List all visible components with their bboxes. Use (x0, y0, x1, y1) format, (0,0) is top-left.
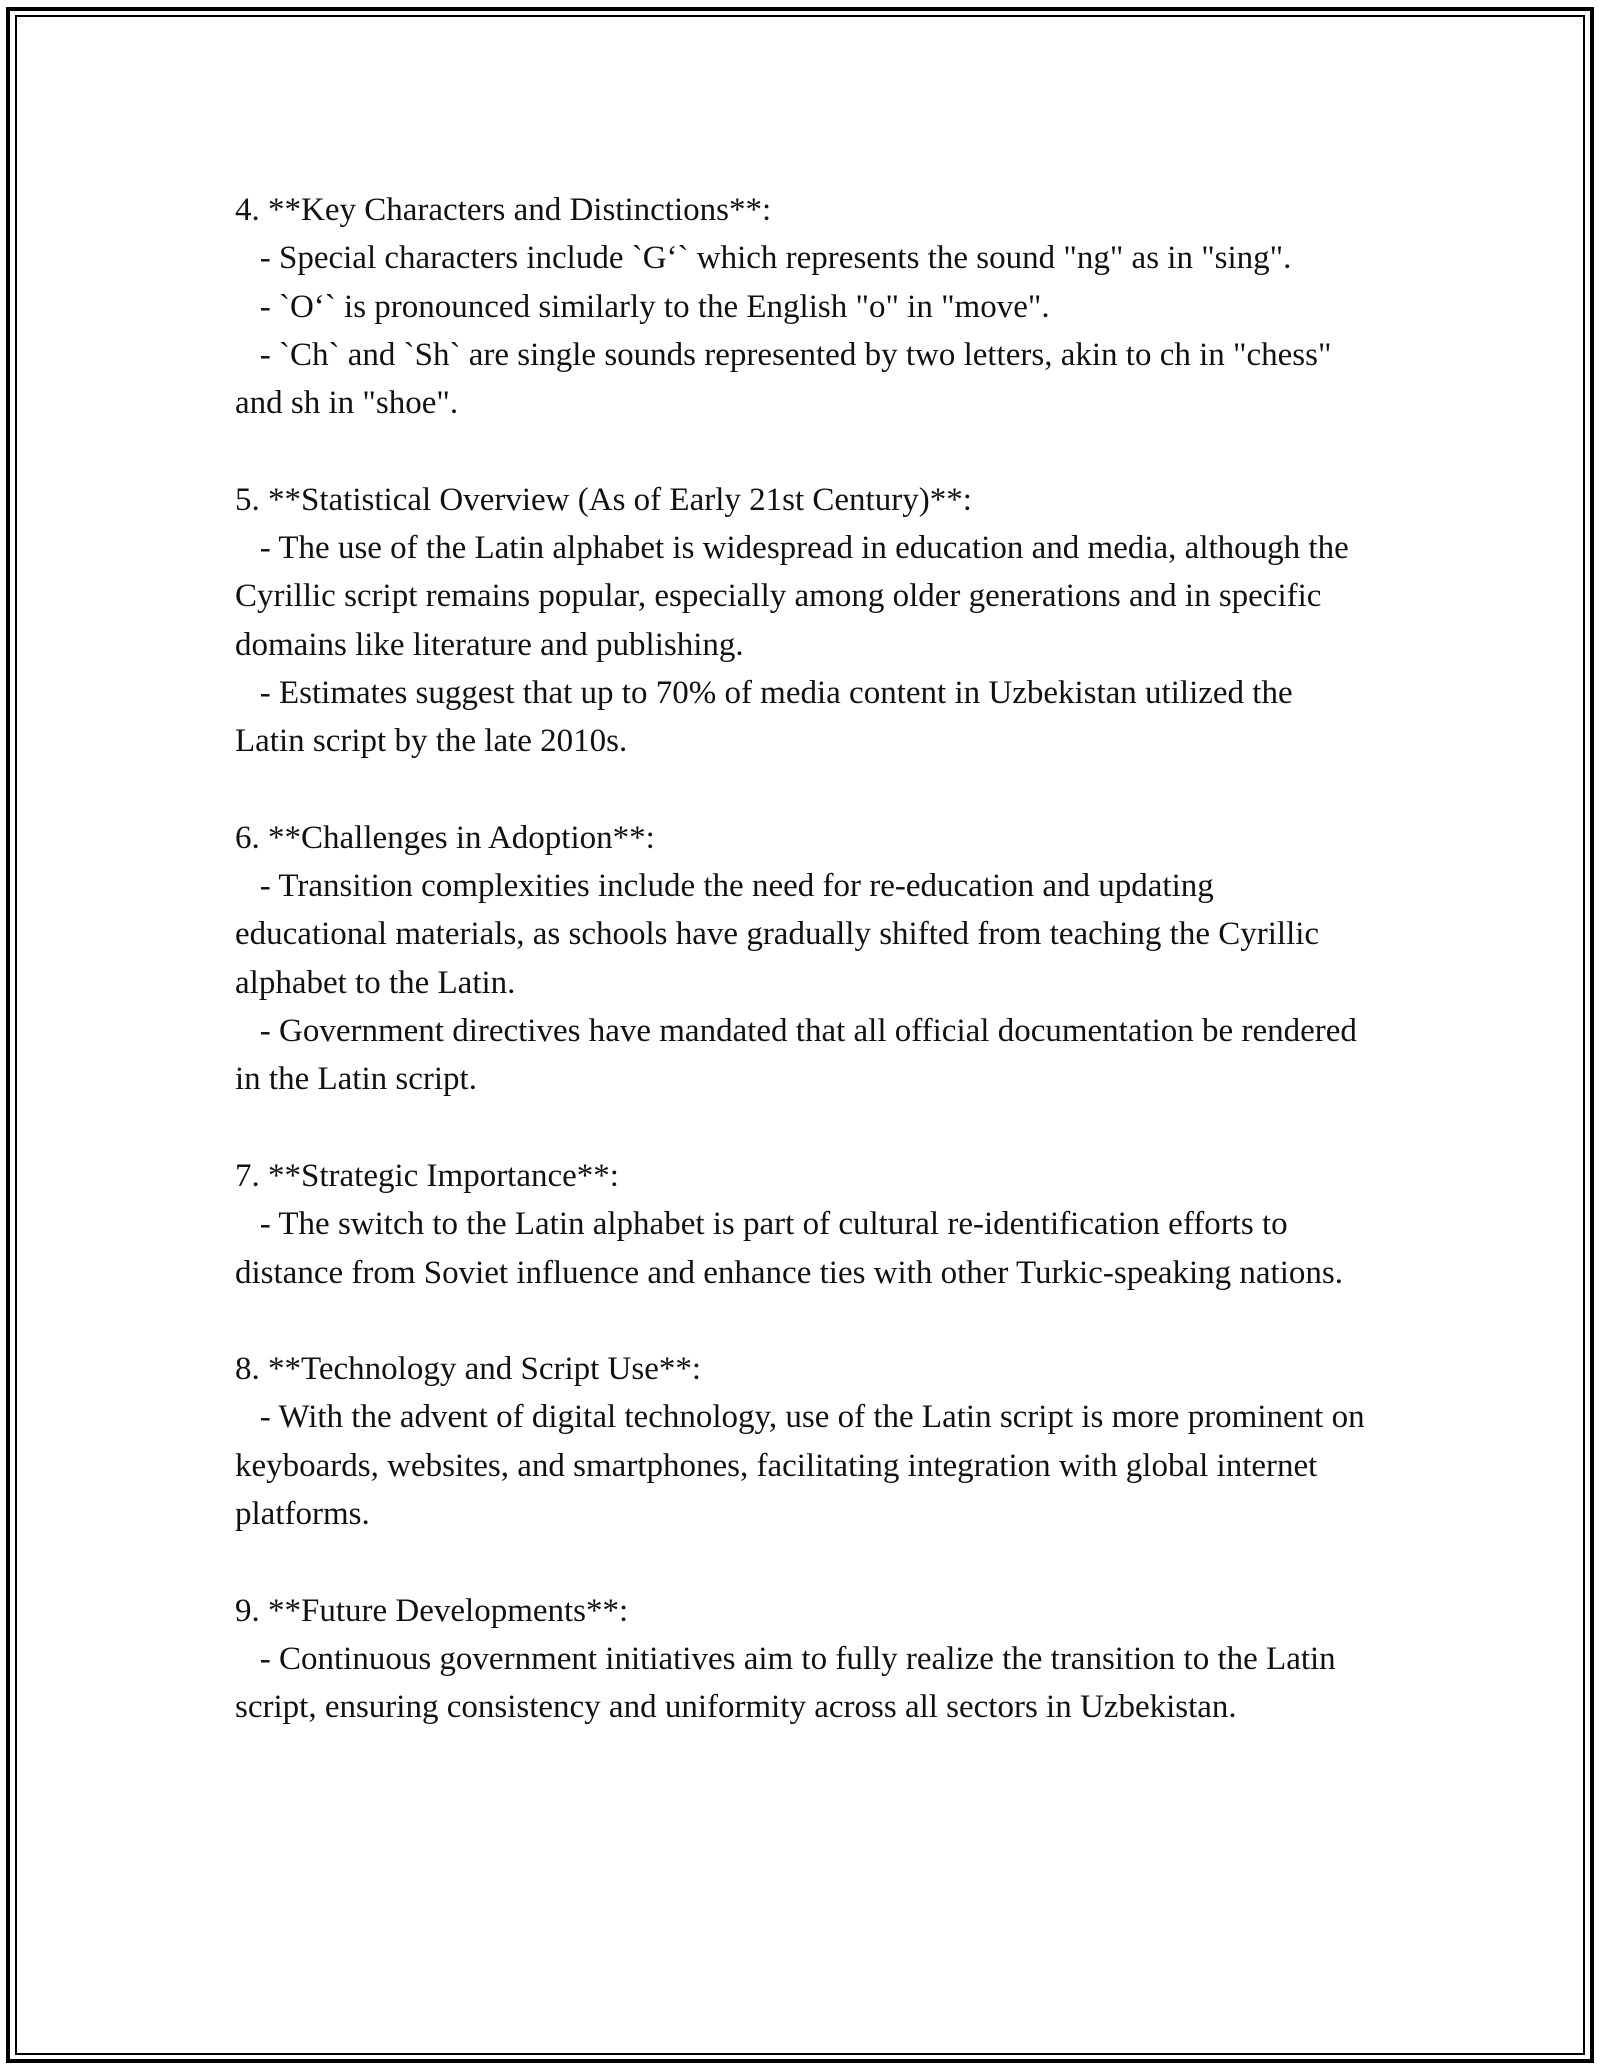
section-heading: 7. **Strategic Importance**: (235, 1157, 619, 1194)
section-strategic-importance (235, 1152, 1365, 1297)
section-technology-script (235, 1345, 1373, 1538)
section-heading: 5. **Statistical Overview (As of Early 21st Century)**: (235, 481, 972, 518)
section-heading: 4. **Key Characters and Distinctions**: (235, 192, 772, 228)
section-future-developments (235, 1587, 1365, 1732)
bullet-item: - With the advent of digital technology, use of the Latin script is more prominent on keyboards, websites, and smartphones, facilitating integration with global internet platforms. (235, 1399, 1373, 1533)
section-statistical-overview (235, 476, 1365, 766)
bullet-item: - The use of the Latin alphabet is widespread in education and media, although the Cyrillic script remains popular, especially among older generations and in specific domains like literature and publishing. (235, 530, 1357, 663)
document-body (235, 186, 1373, 1780)
bullet-item: - Transition complexities include the need for re-education and updating educational materials, as schools have gradually shifted from teaching the Cyrillic alphabet to the Latin. (235, 868, 1328, 1001)
bullet-item: - The switch to the Latin alphabet is part of cultural re-identification efforts to distance from Soviet influence and enhance ties with other Turkic-speaking nations. (235, 1206, 1343, 1291)
section-heading: 6. **Challenges in Adoption**: (235, 819, 655, 856)
bullet-item: - Special characters include `G‘` which represents the sound "ng" as in "sing". (235, 240, 1292, 277)
bullet-item: - `Ch` and `Sh` are single sounds represented by two letters, akin to ch in "chess" and sh in "shoe". (235, 336, 1340, 422)
bullet-item: - Estimates suggest that up to 70% of media content in Uzbekistan utilized the Latin script by the late 2010s. (235, 674, 1301, 760)
bullet-item: - `O‘` is pronounced similarly to the English "o" in "move". (235, 288, 1050, 325)
section-heading: 8. **Technology and Script Use**: (235, 1351, 702, 1388)
bullet-item: - Continuous government initiatives aim to fully realize the transition to the Latin script, ensuring consistency and uniformity across all sectors in Uzbekistan. (235, 1640, 1344, 1726)
section-challenges-adoption (235, 814, 1365, 1104)
section-key-characters (235, 186, 1365, 427)
section-heading: 9. **Future Developments**: (235, 1592, 629, 1629)
bullet-item: - Government directives have mandated that all official documentation be rendered in the Latin script. (235, 1013, 1366, 1098)
